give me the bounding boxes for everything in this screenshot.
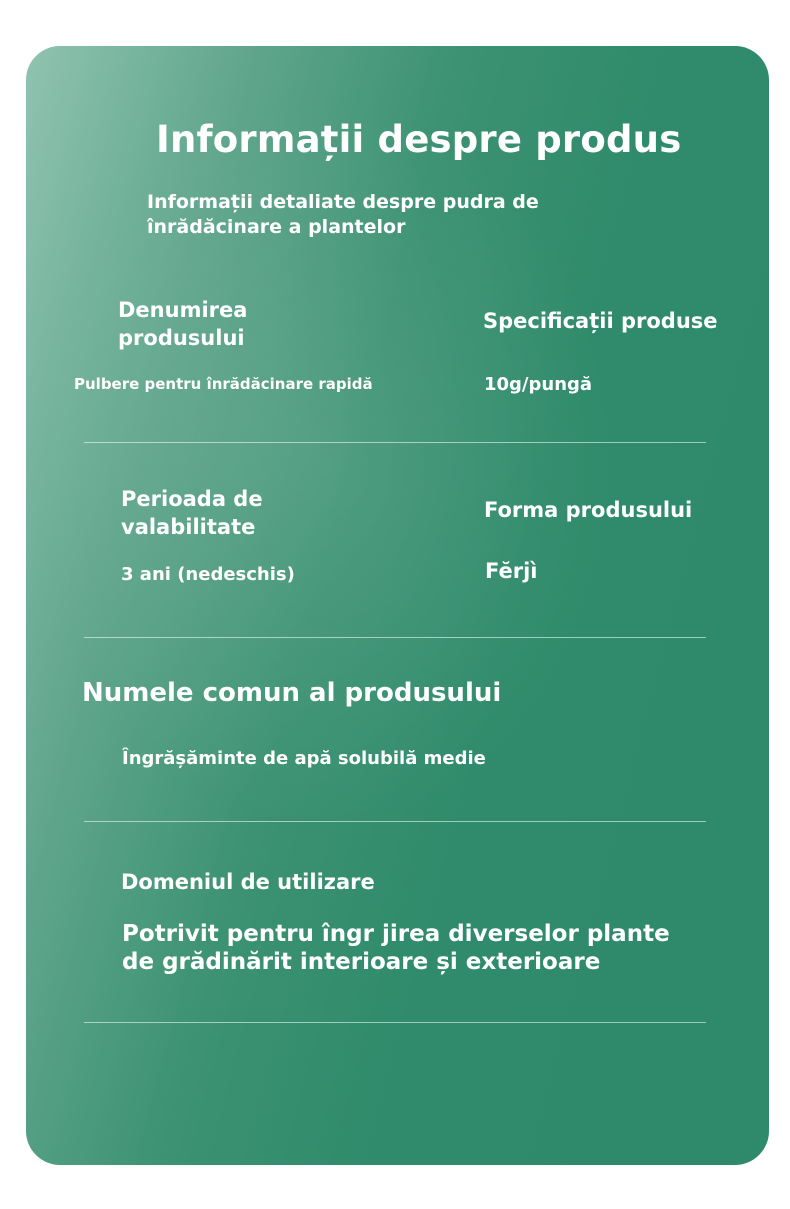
- product-name-label: Denumirea produsului: [118, 298, 248, 350]
- common-name-value: Îngrășăminte de apă solubilă medie: [122, 748, 486, 769]
- usage-area-label: Domeniul de utilizare: [121, 870, 375, 894]
- product-name-value: Pulbere pentru înrădăcinare rapidă: [74, 375, 373, 393]
- usage-area-value: Potrivit pentru îngr jirea diverselor plante de grădinărit interioare și exterioare: [122, 921, 670, 975]
- divider: [84, 637, 706, 638]
- shelf-life-label: Perioada de valabilitate: [121, 487, 263, 539]
- specifications-value: 10g/pungă: [484, 374, 593, 395]
- page-title: Informații despre produs: [156, 118, 682, 161]
- common-name-label: Numele comun al produsului: [82, 678, 502, 708]
- divider: [84, 442, 706, 443]
- page-subtitle: Informații detaliate despre pudra de înrădăcinare a plantelor: [147, 191, 539, 238]
- product-form-label: Forma produsului: [484, 498, 693, 522]
- product-info-card: [26, 46, 769, 1165]
- product-form-value: Fĕrjì: [485, 559, 538, 583]
- divider: [84, 821, 706, 822]
- specifications-label: Specificații produse: [483, 309, 718, 333]
- divider: [84, 1022, 706, 1023]
- shelf-life-value: 3 ani (nedeschis): [121, 564, 295, 585]
